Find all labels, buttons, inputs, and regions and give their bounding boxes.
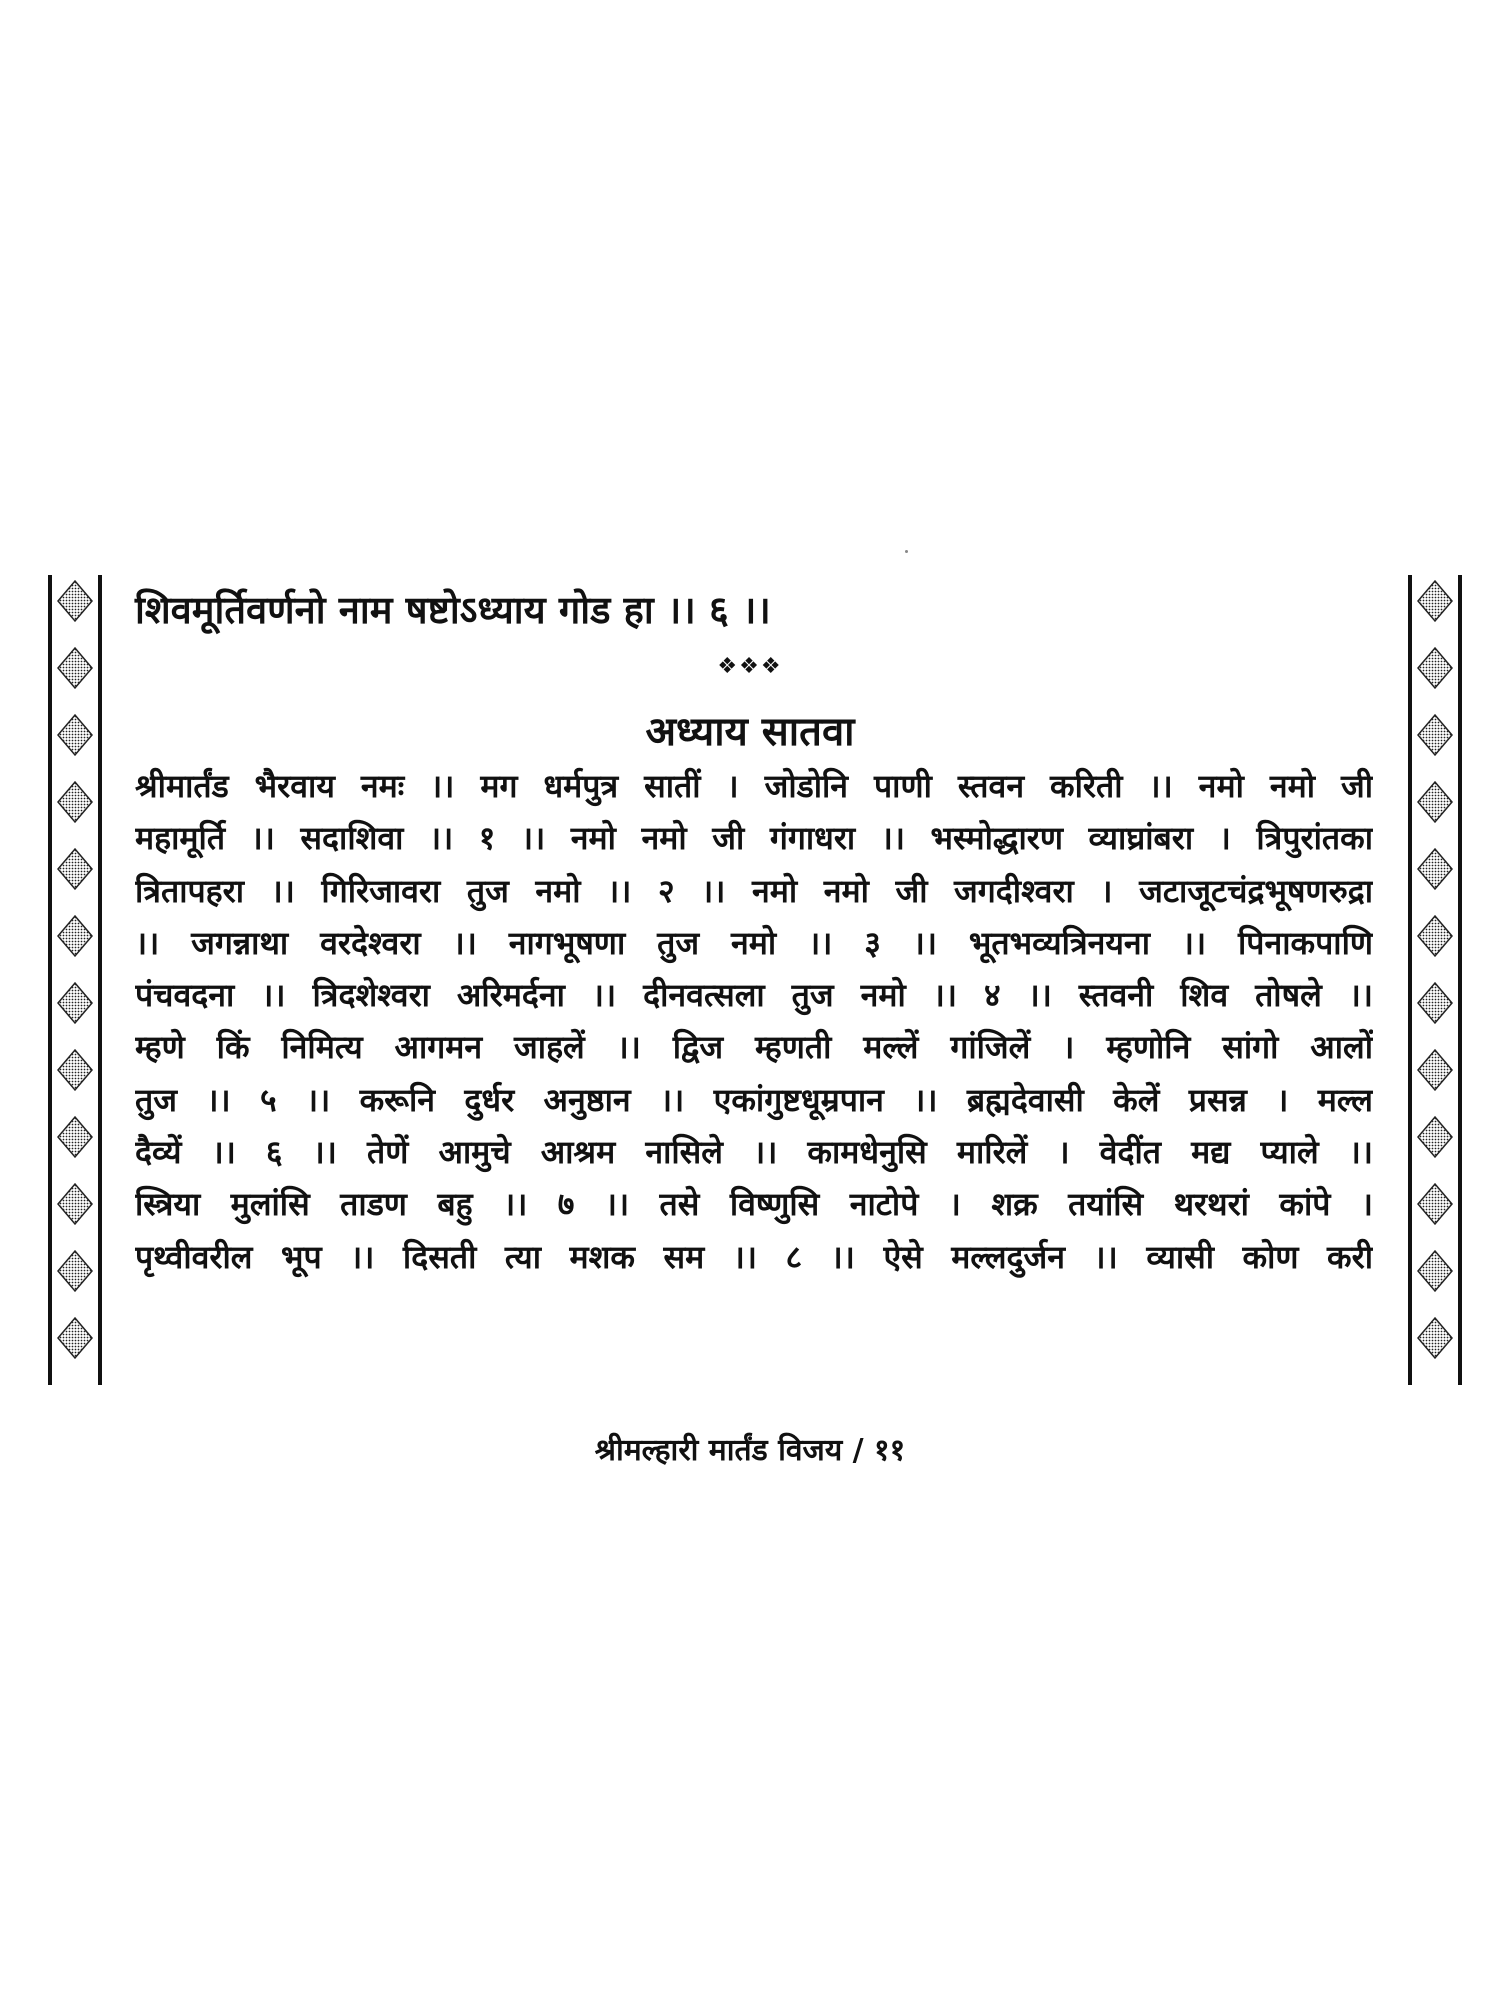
diamond-ornament-icon — [56, 575, 94, 1385]
border-rule — [98, 575, 102, 1385]
verse-line: श्रीमार्तंड भैरवाय नमः ।। मग धर्मपुत्र सातीं । जोडोनि पाणी स्तवन करिती ।। नमो नमो जी — [135, 767, 1373, 805]
page-footer: श्रीमल्हारी मार्तंड विजय / ११ — [594, 1433, 906, 1468]
verse-line: ।। जगन्नाथा वरदेश्वरा ।। नागभूषणा तुज नमो ।। ३ ।। भूतभव्यत्रिनयना ।। पिनाकपाणि — [135, 923, 1373, 962]
border-rule — [48, 575, 52, 1385]
verse-line: दैव्यें ।। ६ ।। तेणें आमुचे आश्रम नासिले ।। कामधेनुसि मारिलें । वेदींत मद्य प्याले ।। — [135, 1133, 1373, 1172]
chapter-title: अध्याय सातवा — [645, 709, 855, 755]
diamond-ornament-icon — [1416, 575, 1454, 1385]
scan-speck — [905, 550, 908, 553]
previous-chapter-colophon: शिवमूर्तिवर्णनो नाम षष्टोऽध्याय गोड हा ।। ६ ।। — [135, 588, 771, 632]
left-border-ornament — [48, 575, 102, 1385]
section-ornament: ❖❖❖ — [717, 654, 783, 679]
border-rule — [1408, 575, 1412, 1385]
verse-line: स्त्रिया मुलांसि ताडण बहु ।। ७ ।। तसे विष्णुसि नाटोपे । शक्र तयांसि थरथरां कांपे । — [135, 1185, 1373, 1224]
verse-line: पंचवदना ।। त्रिदशेश्वरा अरिमर्दना ।। दीनवत्सला तुज नमो ।। ४ ।। स्तवनी शिव तोषले ।। — [135, 976, 1373, 1015]
verse-line: म्हणे किं निमित्य आगमन जाहलें ।। द्विज म्हणती मल्लें गांजिलें । म्हणोनि सांगो आलों — [135, 1028, 1373, 1067]
verse-line: तुज ।। ५ ।। करूनि दुर्धर अनुष्ठान ।। एकांगुष्टधूम्रपान ।। ब्रह्मदेवासी केलें प्रसन्न । मल्ल — [135, 1080, 1373, 1119]
verse-body — [135, 760, 1373, 1283]
verse-line: पृथ्वीवरील भूप ।। दिसती त्या मशक सम ।। ८ ।। ऐसे मल्लदुर्जन ।। व्यासी कोण करी — [135, 1237, 1373, 1276]
right-border-ornament — [1408, 575, 1462, 1385]
verse-line: त्रितापहरा ।। गिरिजावरा तुज नमो ।। २ ।। नमो नमो जी जगदीश्वरा । जटाजूटचंद्रभूषणरुद्रा — [135, 871, 1373, 910]
border-rule — [1458, 575, 1462, 1385]
verse-line: महामूर्ति ।। सदाशिवा ।। १ ।। नमो नमो जी गंगाधरा ।। भस्मोद्धारण व्याघ्रांबरा । त्रिपुरांतका — [135, 819, 1373, 858]
